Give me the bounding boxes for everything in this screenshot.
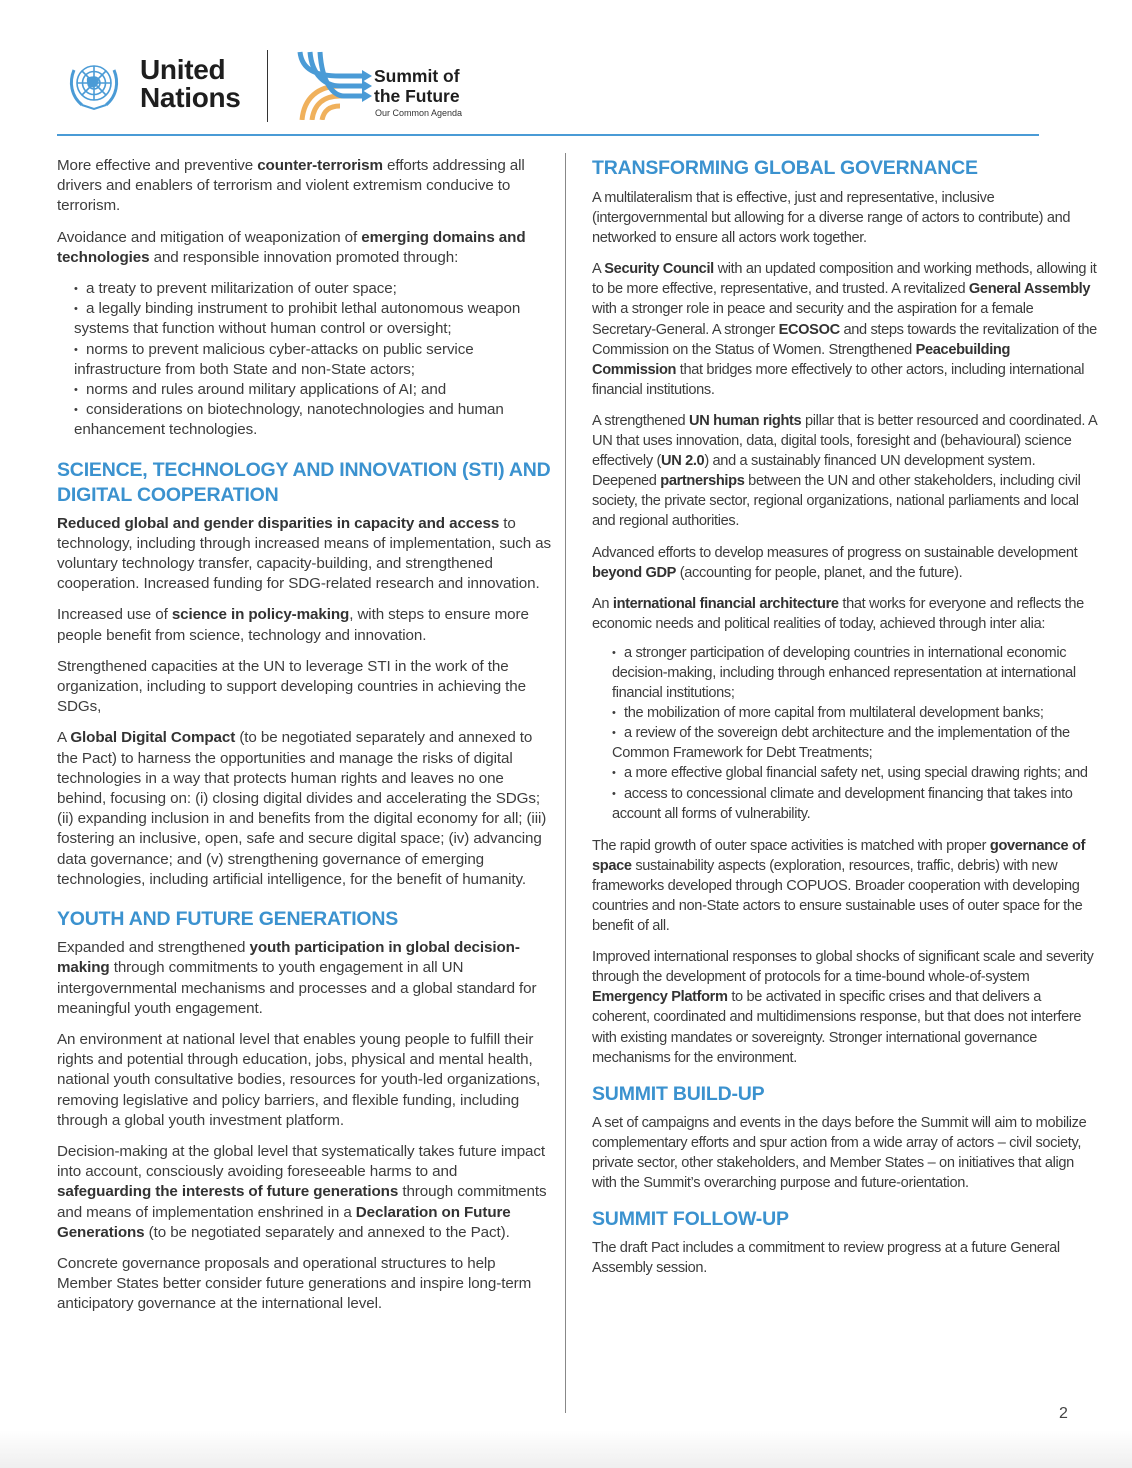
summit-logo-text <box>374 66 460 106</box>
multilateralism-paragraph: A multilateralism that is effective, just and representative, inclusive (intergovernmental but allowing for a diverse range of actors to contribute) and networked to ensure all actors work together. <box>592 190 1071 247</box>
list-item: • a stronger participation of developing countries in international economic decision-making, including through enhanced representation at international financial institutions; <box>612 644 1076 702</box>
list-item: • a more effective global financial safety net, using special drawing rights; and <box>612 763 1097 783</box>
governance-proposals-paragraph: Concrete governance proposals and operational structures to help Member States better consider future generations and inspire long-term anticipatory governance at the international level. <box>57 1254 532 1313</box>
buildup-paragraph: A set of campaigns and events in the days before the Summit will aim to mobilize complementary efforts and spur action from a wide array of actors – civil society, private sector, other stakeholders, and Member States – on initiatives that align with the Summit’s overarching purpose and future-orientation. <box>592 1114 1087 1192</box>
bullet-icon: • <box>612 787 616 800</box>
bullet-icon: • <box>74 404 78 417</box>
youth-environment-paragraph: An environment at national level that enables young people to fulfill their rights and potential through education, jobs, physical and mental health, national youth consultative bodies, resources for youth-led organizations, removing legislative and policy barriers, and flexible funding, including through a global youth investment platform. <box>57 1030 541 1129</box>
security-council-paragraph: A Security Council with an updated composition and working methods, allowing it to be more effective, representative, and trusted. A revitalized General Assembly with a stronger role in peace and security and the aspiration for a female Secretary-General. A stronger ECOSOC and steps towards the revitalization of the Commission on the Status of Women. Strengthened Peacebuilding Commission that bridges more effectively to other actors, including international financial institutions. <box>592 261 1097 398</box>
list-item: • considerations on biotechnology, nanotechnologies and human enhancement technologies. <box>74 401 504 439</box>
left-column <box>57 156 552 1326</box>
emergency-platform-paragraph: Improved international responses to global shocks of significant scale and severity through the development of protocols for a time-bound whole-of-system Emergency Platform to be activated in specific crises and that delivers a coherent, coordinated and multidimensions response, but that does not interfere with existing mandates or sovereignty. Stronger international governance mechanisms for the environment. <box>592 949 1094 1066</box>
youth-participation-paragraph: Expanded and strengthened youth participation in global decision-making through commitments to youth engagement in all UN intergovernmental mechanisms and processes and a global standard for meaningful youth engagement. <box>57 939 537 1017</box>
list-item: • a review of the sovereign debt architecture and the implementation of the Common Framework for Debt Treatments; <box>612 725 1070 762</box>
bullet-icon: • <box>612 767 616 780</box>
right-column <box>592 156 1097 1289</box>
header-rule <box>57 134 1039 136</box>
digital-compact-paragraph: A Global Digital Compact (to be negotiated separately and annexed to the Pact) to harness the opportunities and manage the risks of digital technologies in a way that protects human rights and leaves no one behind, focusing on: (i) closing digital divides and accelerating the SDGs; (ii) expanding inclusion in and benefits from the digital economy for all; (iii) fostering an inclusive, open, safe and secure digital space; (iv) advancing data governance; and (v) strengthening governance of emerging technologies, including artificial intelligence, for the benefit of humanity. <box>57 729 547 888</box>
section-heading-buildup: SUMMIT BUILD-UP <box>592 1082 765 1105</box>
page-header <box>62 50 1042 125</box>
financial-architecture-paragraph: An international financial architecture that works for everyone and reflects the economic needs and political realities of today, achieved through inter alia: <box>592 595 1084 632</box>
un-logo-line2: Nations <box>140 82 241 113</box>
outer-space-paragraph: The rapid growth of outer space activities is matched with proper governance of space sustainability aspects (exploration, resources, traffic, debris) with new frameworks developed through COPUOS. Broader cooperation with developing countries and non-State actors to ensure sustainable uses of outer space for the benefit of all. <box>592 837 1086 935</box>
bullet-icon: • <box>612 646 616 659</box>
section-heading-sti: SCIENCE, TECHNOLOGY AND INNOVATION (STI) AND DIGITAL COOPERATION <box>57 458 551 506</box>
bullet-icon: • <box>74 303 78 316</box>
bullet-icon: • <box>74 384 78 397</box>
followup-paragraph: The draft Pact includes a commitment to review progress at a future General Assembly session. <box>592 1240 1060 1277</box>
bullet-icon: • <box>612 727 616 740</box>
page-bottom-shadow <box>0 1430 1132 1468</box>
page-number: 2 <box>1059 1405 1068 1422</box>
list-item: • norms to prevent malicious cyber-attacks on public service infrastructure from both State and non-State actors; <box>74 340 474 378</box>
un-logo-line1: United <box>140 54 226 85</box>
list-item: • access to concessional climate and development financing that takes into account all forms of vulnerability. <box>612 785 1073 822</box>
list-item: • norms and rules around military applications of AI; and <box>74 380 552 400</box>
beyond-gdp-paragraph: Advanced efforts to develop measures of progress on sustainable development beyond GDP (accounting for people, planet, and the future). <box>592 544 1078 581</box>
bullet-icon: • <box>74 343 78 356</box>
list-item: • a legally binding instrument to prohibit lethal autonomous weapon systems that function without human control or oversight; <box>74 300 521 338</box>
section-heading-followup: SUMMIT FOLLOW-UP <box>592 1208 789 1231</box>
summit-line1: Summit of <box>374 66 460 86</box>
human-rights-paragraph: A strengthened UN human rights pillar that is better resourced and coordinated. A UN that uses innovation, data, digital tools, foresight and (behavioural) science effectively (UN 2.0) and a sustainably financed UN development system. Deepened partnerships between the UN and other stakeholders, including civil society, the private sector, regional organizations, national parliaments and local and regional authorities. <box>592 412 1097 530</box>
emerging-domains-list <box>74 279 552 441</box>
list-item: • the mobilization of more capital from multilateral development banks; <box>612 703 1097 723</box>
column-divider <box>565 153 566 1413</box>
summit-arrows-icon <box>294 50 374 120</box>
future-generations-paragraph: Decision-making at the global level that systematically takes future impact into account, consciously avoiding foreseeable harms to and safeguarding the interests of future generations through commitments and means of implementation enshrined in a Declaration on Future Generations (to be negotiated separately and annexed to the Pact). <box>57 1142 547 1241</box>
bullet-icon: • <box>74 283 78 296</box>
science-policy-paragraph: Increased use of science in policy-making, with steps to ensure more people benefit from science, technology and innovation. <box>57 606 529 644</box>
summit-subtitle: Our Common Agenda <box>375 108 463 118</box>
section-heading-youth: YOUTH AND FUTURE GENERATIONS <box>57 908 399 931</box>
logo-divider <box>267 50 268 122</box>
disparities-paragraph: Reduced global and gender disparities in capacity and access to technology, including through increased means of implementation, such as voluntary technology transfer, capacity-building, and strengthened cooperation. Increased funding for SDG-related research and innovation. <box>57 514 552 593</box>
summit-line2: the Future <box>374 86 460 106</box>
emerging-domains-paragraph: Avoidance and mitigation of weaponization of emerging domains and technologies and responsible innovation promoted through: <box>57 228 526 266</box>
bullet-icon: • <box>612 707 616 720</box>
section-heading-governance: TRANSFORMING GLOBAL GOVERNANCE <box>592 157 978 179</box>
un-emblem-icon <box>66 56 122 112</box>
list-item: • a treaty to prevent militarization of outer space; <box>74 279 552 299</box>
counter-terrorism-paragraph: More effective and preventive counter-terrorism efforts addressing all drivers and enablers of terrorism and violent extremism conducive to terrorism. <box>57 157 525 215</box>
financial-architecture-list <box>612 643 1097 824</box>
sti-capacities-paragraph: Strengthened capacities at the UN to leverage STI in the work of the organization, including to support developing countries in achieving the SDGs, <box>57 657 526 716</box>
un-logo-text <box>140 56 241 112</box>
